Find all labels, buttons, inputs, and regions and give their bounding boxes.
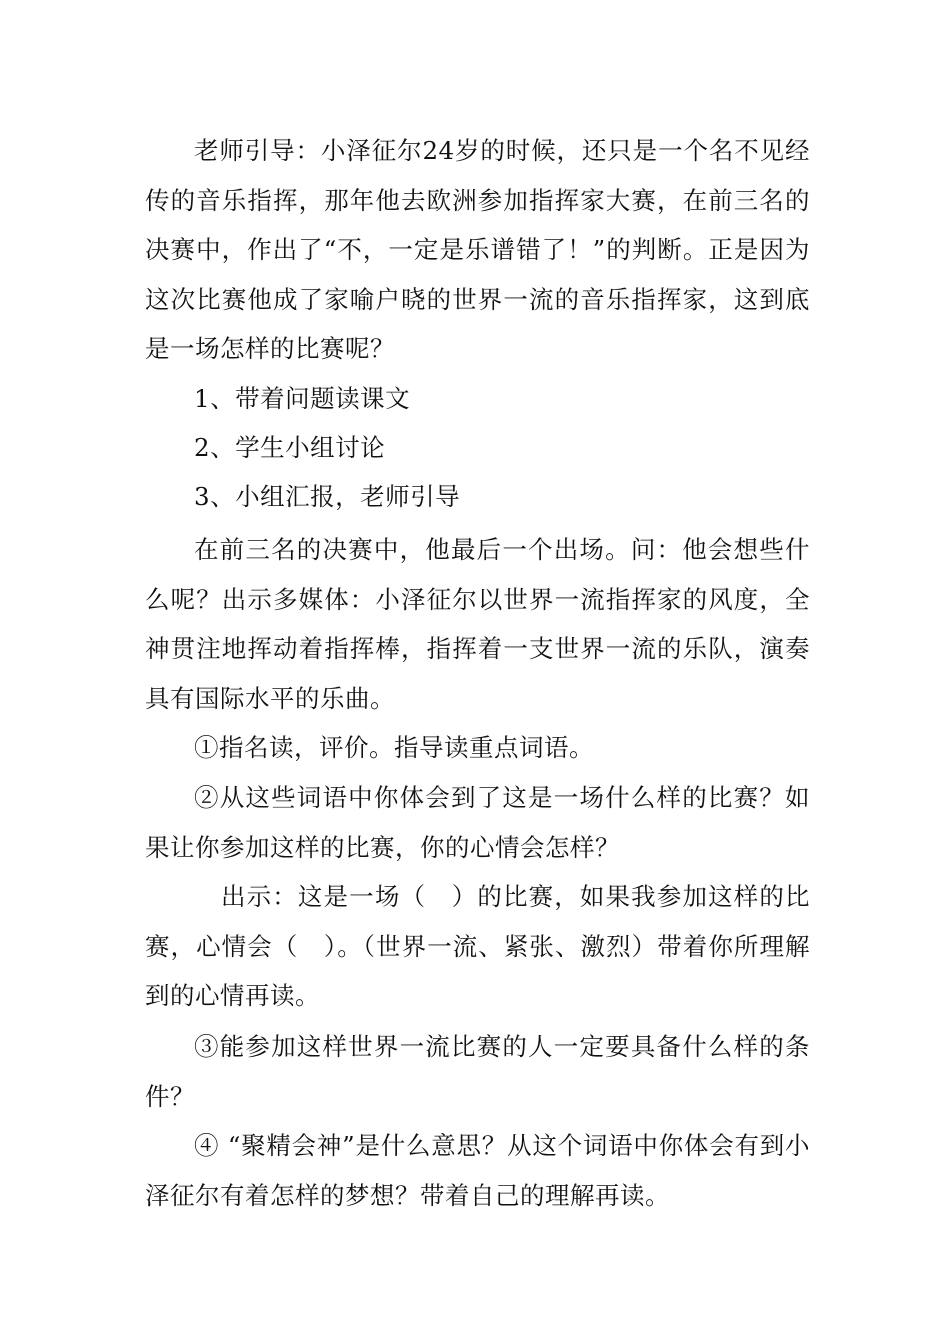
list-item-step-1: 1、带着问题读课文 — [194, 384, 411, 413]
paragraph-teacher-guide: 老师引导：小泽征尔24岁的时候，还只是一个名不见经传的音乐指挥，那年他去欧洲参加指挥家大赛，在前三名的决赛中，作出了“不，一定是乐谱错了！”的判断。正是因为这次比赛他成了家喻户晓的世界一流的音乐指挥家，这到底是一场怎样的比赛呢？ — [145, 136, 810, 363]
paragraph-final-round: 在前三名的决赛中，他最后一个出场。问：他会想些什么呢？出示多媒体：小泽征尔以世界一流指挥家的风度，全神贯注地挥动着指挥棒，指挥着一支世界一流的乐队，演奏具有国际水平的乐曲。 — [145, 535, 810, 713]
paragraph-point-4: ④ “聚精会神”是什么意思？从这个词语中你体会有到小泽征尔有着怎样的梦想？带着自己的理解再读。 — [145, 1131, 810, 1210]
list-item-step-3: 3、小组汇报，老师引导 — [194, 482, 461, 511]
list-item-step-2: 2、学生小组讨论 — [194, 433, 386, 462]
paragraph-point-1: ①指名读，评价。指导读重点词语。 — [194, 733, 594, 762]
paragraph-point-3: ③能参加这样世界一流比赛的人一定要具备什么样的条件？ — [145, 1032, 810, 1111]
paragraph-fill-in-blank: 出示：这是一场（ ）的比赛，如果我参加这样的比赛，心情会（ ）。（世界一流、紧张、激烈）带着你所理解到的心情再读。 — [145, 882, 810, 1010]
paragraph-point-2: ②从这些词语中你体会到了这是一场什么样的比赛？如果让你参加这样的比赛，你的心情会怎样？ — [145, 783, 810, 862]
